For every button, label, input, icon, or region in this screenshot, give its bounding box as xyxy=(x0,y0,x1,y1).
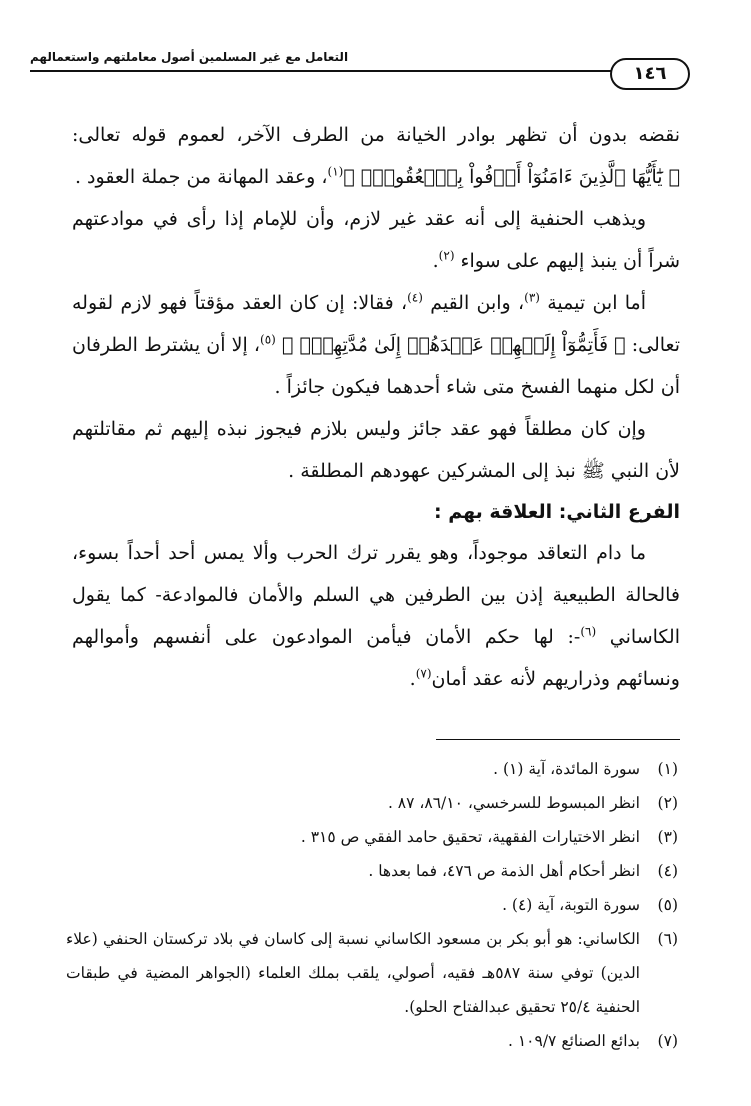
paragraph-4: وإن كان مطلقاً فهو عقد جائز وليس بلازم فيجوز نبذه إليهم ثم مقاتلتهم لأن النبي ﷺ نبذ إلى المشركين عهودهم المطلقة . xyxy=(72,418,680,482)
paragraph-5-text-b: -: لها حكم الأمان فيأمن الموادعون على أنفسهم وأموالهم ونسائهم وذراريهم لأنه عقد أمان xyxy=(72,626,680,690)
section-heading: الفرع الثاني: العلاقة بهم : xyxy=(433,501,680,523)
paragraph-2-text: ويذهب الحنفية إلى أنه عقد غير لازم، وأن للإمام إذا رأى في موادعتهم شراً أن ينبذ إليهم على سواء xyxy=(72,208,680,272)
paragraph-3-text-a: أما ابن تيمية xyxy=(539,292,646,314)
footnote-ref-7: (٧) xyxy=(415,666,432,681)
footnote-text: سورة المائدة، آية (١) . xyxy=(493,760,640,778)
footnote-text: انظر الاختيارات الفقهية، تحقيق حامد الفقي ص ٣١٥ . xyxy=(300,828,640,846)
footnote-number: (٢) xyxy=(657,794,678,812)
footnote-ref-4: (٤) xyxy=(407,290,423,305)
page-number-badge: ١٤٦ xyxy=(610,58,690,90)
quran-verse-2: ﴿ فَأَتِمُّوٓاْ إِلَيۡهِمۡ عَهۡدَهُمۡ إِلَىٰ مُدَّتِهِمۡۚ ﴾ xyxy=(282,334,626,356)
paragraph-3 xyxy=(72,282,680,408)
footnote-ref-3: (٣) xyxy=(524,290,540,305)
footnote-item xyxy=(66,1024,678,1058)
paragraph-3-text-b: ، وابن القيم xyxy=(422,292,525,314)
footnote-ref-5: (٥) xyxy=(260,332,276,347)
footnote-number: (٦) xyxy=(657,930,678,948)
header-rule xyxy=(30,70,630,72)
footnote-number: (٥) xyxy=(657,896,678,914)
footnote-number: (٧) xyxy=(657,1032,678,1050)
footnote-ref-6: (٦) xyxy=(580,624,597,639)
running-header-title: التعامل مع غير المسلمين أصول معاملتهم واستعمالهم xyxy=(30,50,349,64)
footnote-number: (١) xyxy=(657,760,678,778)
footnote-text: انظر أحكام أهل الذمة ص ٤٧٦، فما بعدها . xyxy=(368,862,640,880)
footnote-item xyxy=(66,752,678,786)
paragraph-5-text-end: . xyxy=(409,668,416,690)
footnote-text: الكاساني: هو أبو بكر بن مسعود الكاساني نسبة إلى كاسان في بلاد تركستان الحنفي (علاء الدين) توفي سنة ٥٨٧هـ فقيه، أصولي، يلقب بملك العلماء (الجواهر المضية في طبقات الحنفية ٢٥/٤ تحقيق عبدالفتاح الحلو). xyxy=(66,930,640,1016)
footnote-item xyxy=(66,922,678,1024)
footnotes xyxy=(66,752,678,1058)
footnote-text: بدائع الصنائع ١٠٩/٧ . xyxy=(508,1032,640,1050)
paragraph-2-text-end: . xyxy=(432,250,439,272)
footnote-item xyxy=(66,820,678,854)
footnote-item xyxy=(66,854,678,888)
footnote-number: (٤) xyxy=(657,862,678,880)
footnote-text: سورة التوبة، آية (٤) . xyxy=(502,896,640,914)
paragraph-1-text: نقضه بدون أن تظهر بوادر الخيانة من الطرف الآخر، لعموم قوله تعالى: xyxy=(72,124,680,146)
paragraph-1 xyxy=(72,114,680,198)
footnote-text: انظر المبسوط للسرخسي، ٨٦/١٠، ٨٧ . xyxy=(387,794,640,812)
paragraph-3-text-d: ، إلا أن يشترط الطرفان أن لكل منهما الفسخ متى شاء أحدهما فيكون جائزاً . xyxy=(72,334,680,398)
footnote-number: (٣) xyxy=(657,828,678,846)
paragraph-5-text-a: ما دام التعاقد موجوداً، وهو يقرر ترك الحرب وألا يمس أحد أحداً بسوء، فالحالة الطبيعية إذن بين الطرفين هي السلم والأمان فالموادعة- كما يقول الكاساني xyxy=(72,542,680,648)
paragraph-3-text-c: ، فقالا: إن كان العقد مؤقتاً فهو لازم لقوله تعالى: xyxy=(72,292,681,356)
footnote-divider xyxy=(436,739,680,740)
paragraph-5 xyxy=(72,532,680,700)
paragraph-2 xyxy=(72,198,680,282)
paragraph-1-text-end: ، وعقد المهانة من جملة العقود . xyxy=(74,166,328,188)
footnote-item xyxy=(66,888,678,922)
footnote-ref-2: (٢) xyxy=(438,248,455,263)
main-text xyxy=(72,114,680,700)
quran-verse-1: ﴿ يَٰٓأَيُّهَا ٱلَّذِينَ ءَامَنُوٓاْ أَوۡفُواْ بِٱلۡعُقُودِۚ ﴾ xyxy=(343,166,680,188)
footnote-ref-1: (١) xyxy=(327,164,344,179)
footnote-item xyxy=(66,786,678,820)
